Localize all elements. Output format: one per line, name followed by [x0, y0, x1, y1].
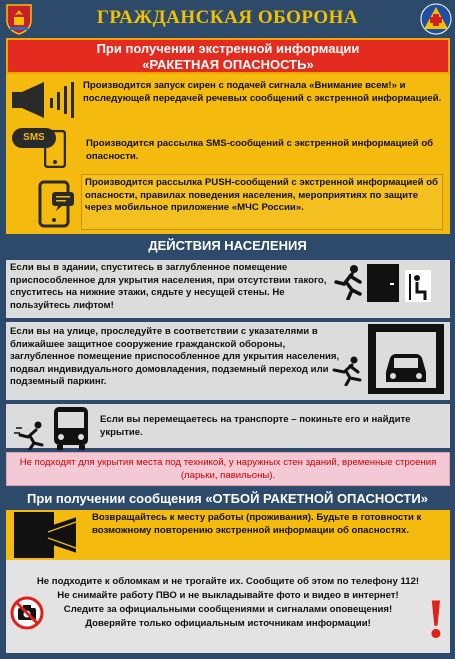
alert-banner	[6, 38, 450, 74]
sitting-person-icon	[405, 270, 431, 302]
final-line-2: Не снимайте работу ПВО и не выкладывайте фото и видео в интернет!	[57, 590, 399, 601]
cancel-text: Возвращайтесь к месту работы (проживания). Будьте в готовности к возможному повторению экстренной информации об опасностях.	[92, 512, 422, 536]
final-line-3: Следите за официальными сообщениями и сигналами оповещения!	[63, 604, 393, 615]
alert-line-1: При получении экстренной информации	[96, 41, 360, 56]
fleeing-person-icon	[14, 420, 48, 450]
transport-text: Если вы перемещаетесь на транспорте – покиньте его и найдите укрытие.	[100, 414, 411, 438]
alert-line-2: «РАКЕТНАЯ ОПАСНОСТЬ»	[142, 57, 314, 72]
siren-loudspeaker-icon	[10, 80, 78, 120]
no-camera-icon	[10, 596, 44, 630]
door-icon	[366, 263, 400, 303]
coat-of-arms-icon	[4, 3, 34, 35]
actions-title: ДЕЙСТВИЯ НАСЕЛЕНИЯ	[148, 238, 307, 253]
running-person-icon	[332, 264, 366, 300]
sms-text: Производится рассылка SMS-сообщений с экстренной информацией об опасности.	[86, 138, 434, 162]
smartphone-push-icon	[38, 180, 78, 228]
push-text: Производится рассылка PUSH-сообщений с экстренной информацией об опасности, правилах поведения населения, мероприятиях по защите через мобильное приложение «МЧС России».	[81, 174, 443, 230]
megaphone-icon	[14, 512, 86, 558]
sms-bubble-icon: SMS	[12, 128, 56, 148]
building-text: Если вы в здании, спуститесь в заглубленное помещение приспособленное для укрытия населения, при отсутствии такого, спуститесь на нижние этажи, сядьте у несущей стены. Не пользуйтесь лифтом!	[10, 262, 327, 311]
bus-icon	[52, 405, 90, 451]
siren-text: Производится запуск сирен с подачей сигнала «Внимание всем!» и последующей передачей речевых сообщений с экстренной информацией.	[83, 80, 442, 104]
civil-defense-emblem-icon	[420, 3, 452, 35]
underground-parking-icon	[368, 324, 444, 394]
final-line-1: Не подходите к обломкам и не трогайте их. Сообщите об этом по телефону 112!	[36, 576, 420, 587]
running-man-icon	[328, 356, 364, 386]
exclamation-mark: !	[426, 588, 446, 650]
cancel-title: При получении сообщения «ОТБОЙ РАКЕТНОЙ ОПАСНОСТИ»	[27, 491, 428, 506]
shelter-warning: Не подходят для укрытия места под техникой, у наружных стен зданий, временные строения (ларьки, павильоны).	[6, 452, 450, 486]
mobile-phone-icon	[44, 130, 66, 168]
page-title: ГРАЖДАНСКАЯ ОБОРОНА	[96, 7, 359, 28]
street-text: Если вы на улице, проследуйте в соответствии с указателями в ближайшее защитное сооружение гражданской обороны, заглубленное помещение приспособленное для укрытия населения, подвал индивидуального домовладения, подземный переход или подземный паркинг.	[10, 326, 340, 387]
final-line-4: Доверяйте только официальным источникам информации!	[85, 618, 371, 629]
